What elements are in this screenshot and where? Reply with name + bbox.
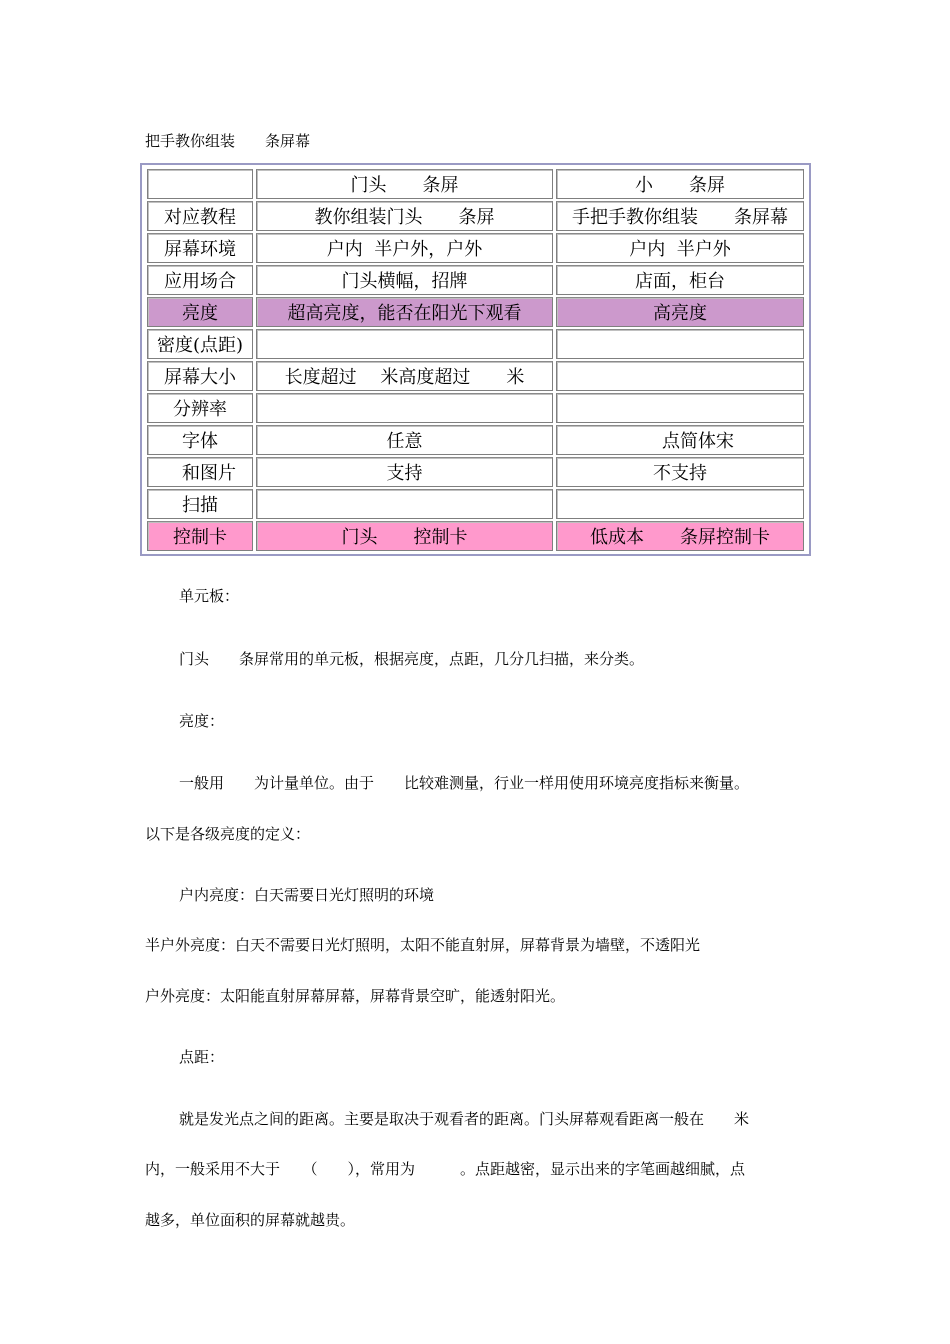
row-label-cell: 应用场合: [147, 265, 253, 295]
paragraph-pitch-line1: 就是发光点之间的距离。主要是取决于观看者的距离。门头屏幕观看距离一般在 米: [179, 1110, 750, 1128]
paragraph-indoor-brightness: 户内亮度：白天需要日光灯照明的环境: [179, 886, 435, 904]
row-label-cell: 分辨率: [147, 393, 253, 423]
column-a-cell: 门头横幅，招牌: [256, 265, 553, 295]
column-b-cell: 手把手教你组装 条屏幕: [556, 201, 804, 231]
row-label-cell: 屏幕大小: [147, 361, 253, 391]
row-label-cell: 亮度: [147, 297, 253, 327]
column-b-cell: 不支持: [556, 457, 804, 487]
paragraph-semi-outdoor-brightness: 半户外亮度：白天不需要日光灯照明，太阳不能直射屏，屏幕背景为墙壁，不透阳光: [145, 936, 701, 954]
table-row: [147, 265, 804, 295]
table-row: [147, 201, 804, 231]
column-a-cell: 长度超过 米高度超过 米: [256, 361, 553, 391]
comparison-table: [140, 163, 811, 556]
column-a-cell: 户内 半户外，户外: [256, 233, 553, 263]
column-a-cell: [256, 329, 553, 359]
paragraph-outdoor-brightness: 户外亮度：太阳能直射屏幕屏幕，屏幕背景空旷，能透射阳光。: [145, 987, 566, 1005]
paragraph-pitch-line3: 越多，单位面积的屏幕就越贵。: [145, 1211, 356, 1229]
table-row: [147, 329, 804, 359]
column-b-cell: [556, 329, 804, 359]
column-a-cell: [256, 489, 553, 519]
paragraph-brightness-line1: 一般用 为计量单位。由于 比较难测量，行业一样用使用环境亮度指标来衡量。: [179, 774, 750, 792]
column-a-cell: 教你组装门头 条屏: [256, 201, 553, 231]
row-label-cell: 和图片: [147, 457, 253, 487]
section-brightness-heading: 亮度：: [179, 712, 225, 730]
column-a-cell: 门头 控制卡: [256, 521, 553, 551]
table-row: [147, 169, 804, 199]
column-b-cell: 小 条屏: [556, 169, 804, 199]
column-a-cell: 超高亮度，能否在阳光下观看: [256, 297, 553, 327]
row-label-cell: 字体: [147, 425, 253, 455]
column-b-cell: 户内 半户外: [556, 233, 804, 263]
column-b-cell: [556, 489, 804, 519]
column-b-cell: 店面，柜台: [556, 265, 804, 295]
row-label-cell: 扫描: [147, 489, 253, 519]
comparison-table-grid: [144, 167, 807, 553]
column-a-cell: 支持: [256, 457, 553, 487]
table-row: [147, 297, 804, 327]
row-label-cell: 密度(点距): [147, 329, 253, 359]
section-unit-board-heading: 单元板：: [179, 587, 240, 605]
column-b-cell: [556, 393, 804, 423]
column-b-cell: 低成本 条屏控制卡: [556, 521, 804, 551]
column-b-cell: 点简体宋: [556, 425, 804, 455]
table-row: [147, 457, 804, 487]
table-row: [147, 393, 804, 423]
table-row: [147, 233, 804, 263]
table-row: [147, 425, 804, 455]
column-a-cell: 门头 条屏: [256, 169, 553, 199]
table-row: [147, 521, 804, 551]
paragraph-brightness-line2: 以下是各级亮度的定义：: [145, 825, 311, 843]
table-row: [147, 489, 804, 519]
table-row: [147, 361, 804, 391]
row-label-cell: 对应教程: [147, 201, 253, 231]
column-a-cell: 任意: [256, 425, 553, 455]
row-label-cell: 屏幕环境: [147, 233, 253, 263]
column-a-cell: [256, 393, 553, 423]
section-pitch-heading: 点距：: [179, 1048, 225, 1066]
column-b-cell: [556, 361, 804, 391]
page-title: 把手教你组装 条屏幕: [145, 132, 311, 150]
paragraph-unit-board: 门头 条屏常用的单元板，根据亮度，点距，几分几扫描，来分类。: [179, 650, 645, 668]
column-b-cell: 高亮度: [556, 297, 804, 327]
paragraph-pitch-line2: 内，一般采用不大于 （ ），常用为 。点距越密，显示出来的字笔画越细腻，点: [145, 1160, 746, 1178]
row-label-cell: [147, 169, 253, 199]
row-label-cell: 控制卡: [147, 521, 253, 551]
